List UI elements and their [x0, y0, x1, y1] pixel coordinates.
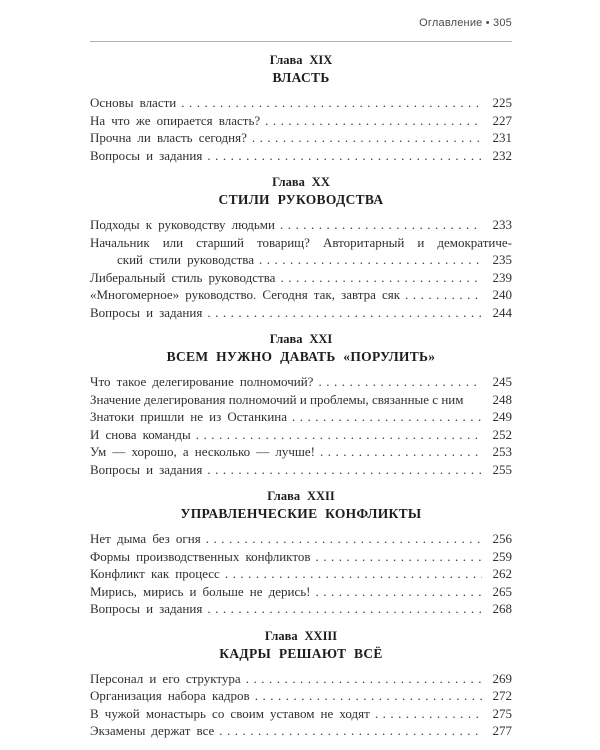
entry-title: И снова команды — [90, 426, 191, 442]
entry-title: Либеральный стиль руководства — [90, 269, 276, 285]
chapter-entries — [90, 216, 512, 321]
entry-title: Вопросы и задания — [90, 461, 203, 477]
dot-leader — [280, 269, 482, 287]
entry-page-number: 240 — [492, 287, 512, 302]
entry-page-number: 244 — [492, 304, 512, 320]
dot-leader — [196, 426, 482, 444]
toc-entry — [90, 234, 512, 252]
chapter-title: ВСЕМ НУЖНО ДАВАТЬ «ПОРУЛИТЬ» — [166, 349, 436, 364]
entry-title: Вопросы и задания — [90, 304, 203, 320]
toc-entry — [90, 705, 512, 723]
dot-leader — [405, 286, 482, 304]
toc-entry — [90, 373, 512, 391]
dot-leader — [255, 687, 482, 705]
entry-page-number: 277 — [492, 723, 512, 738]
entry-page-number: 265 — [492, 583, 512, 599]
toc-entry — [90, 687, 512, 705]
entry-title: Экзамены держат все — [90, 723, 215, 738]
dot-leader — [375, 705, 482, 723]
chapter-entries — [90, 670, 512, 740]
chapter-entries — [90, 373, 512, 478]
chapter-label: Глава XXII — [267, 489, 335, 503]
entry-page-number: 225 — [492, 95, 512, 110]
toc-entry — [90, 583, 512, 601]
entry-page-number: 262 — [492, 566, 512, 581]
dot-leader — [206, 530, 482, 548]
dot-leader — [316, 583, 482, 601]
toc-entry — [90, 600, 512, 618]
dot-leader — [246, 670, 482, 688]
toc-entry — [90, 304, 512, 322]
toc-entry — [90, 408, 512, 426]
toc-entry — [90, 129, 512, 147]
toc-entry — [90, 147, 512, 165]
entry-title: Что такое делегирование полномочий? — [90, 374, 314, 389]
entry-page-number: 233 — [492, 217, 512, 232]
toc-entry — [90, 565, 512, 583]
chapter-entries — [90, 94, 512, 164]
entry-page-number: 272 — [492, 688, 512, 703]
dot-leader — [207, 461, 482, 479]
entry-page-number: 248 — [492, 391, 512, 407]
running-header-text: Оглавление • 305 — [419, 17, 512, 29]
chapter-title: СТИЛИ РУКОВОДСТВА — [218, 192, 384, 207]
toc-entry — [90, 530, 512, 548]
chapter-title: УПРАВЛЕНЧЕСКИЕ КОНФЛИКТЫ — [180, 506, 422, 521]
toc-entry — [90, 94, 512, 112]
entry-page-number: 255 — [492, 461, 512, 477]
entry-title: «Многомерное» руководство. Сегодня так, завтра сяк — [90, 287, 401, 302]
toc-section — [90, 331, 512, 478]
dot-leader — [207, 600, 482, 618]
entry-title: Значение делегирования полномочий и проблемы, связанные с ним — [90, 391, 464, 407]
entry-page-number: 249 — [492, 409, 512, 424]
toc-entry — [90, 216, 512, 234]
toc-entry — [90, 251, 512, 269]
dot-leader — [207, 147, 482, 165]
entry-page-number: 245 — [492, 374, 512, 389]
toc-section — [90, 488, 512, 618]
dot-leader — [259, 251, 482, 269]
dot-leader — [207, 304, 482, 322]
entry-title: Формы производственных конфликтов — [90, 548, 311, 564]
entry-title: Прочна ли власть сегодня? — [90, 130, 247, 145]
entry-page-number: 268 — [492, 601, 512, 616]
dot-leader — [265, 112, 482, 130]
entry-page-number: 269 — [492, 670, 512, 686]
entry-title: Мирись, мирись и больше не дерись! — [90, 583, 311, 599]
toc-content — [90, 52, 512, 740]
running-header — [90, 16, 512, 30]
toc-entry — [90, 286, 512, 304]
toc-entry — [90, 722, 512, 740]
entry-page-number: 252 — [492, 426, 512, 442]
chapter-label: Глава XIX — [269, 53, 333, 67]
entry-page-number: 253 — [492, 444, 512, 459]
dot-leader — [320, 443, 482, 461]
dot-leader — [181, 94, 482, 112]
entry-page-number: 259 — [492, 548, 512, 564]
toc-entry — [90, 443, 512, 461]
header-rule — [90, 41, 512, 42]
entry-title: Основы власти — [90, 95, 177, 110]
dot-leader — [219, 722, 482, 740]
entry-title: На что же опирается власть? — [90, 112, 261, 128]
entry-title: Знатоки пришли не из Останкина — [90, 409, 288, 424]
toc-entry — [90, 269, 512, 287]
toc-entry — [90, 670, 512, 688]
entry-title: Организация набора кадров — [90, 688, 250, 703]
entry-title: ский стили руководства — [117, 252, 255, 267]
chapter-title: ВЛАСТЬ — [272, 70, 330, 85]
entry-title: Подходы к руководству людьми — [90, 217, 275, 232]
toc-section — [90, 628, 512, 740]
dot-leader — [318, 373, 482, 391]
entry-title: Персонал и его структура — [90, 670, 241, 686]
dot-leader — [225, 565, 482, 583]
dot-leader — [292, 408, 482, 426]
entry-title: Вопросы и задания — [90, 601, 203, 616]
entry-title: Вопросы и задания — [90, 147, 203, 163]
entry-page-number: 256 — [492, 531, 512, 546]
chapter-title: КАДРЫ РЕШАЮТ ВСЁ — [219, 645, 383, 661]
entry-page-number: 227 — [492, 112, 512, 128]
toc-entry — [90, 112, 512, 130]
entry-title: Конфликт как процесс — [90, 566, 220, 581]
entry-page-number: 232 — [492, 147, 512, 163]
entry-page-number: 239 — [492, 269, 512, 285]
toc-entry — [90, 548, 512, 566]
dot-leader — [280, 216, 482, 234]
entry-page-number: 231 — [492, 130, 512, 145]
chapter-label: Глава XXIII — [264, 628, 338, 643]
entry-page-number: 275 — [492, 705, 512, 721]
dot-leader — [252, 129, 482, 147]
toc-entry — [90, 461, 512, 479]
chapter-entries — [90, 530, 512, 618]
toc-entry — [90, 426, 512, 444]
entry-title: В чужой монастырь со своим уставом не ходят — [90, 705, 370, 721]
toc-entry — [90, 391, 512, 409]
toc-section — [90, 52, 512, 164]
entry-title: Ум — хорошо, а несколько — лучше! — [90, 444, 315, 459]
chapter-label: Глава XX — [272, 175, 330, 189]
toc-section — [90, 174, 512, 321]
entry-title: Начальник или старший товарищ? Авторитарный и демократиче- — [90, 234, 512, 250]
entry-title: Нет дыма без огня — [90, 531, 201, 546]
chapter-label: Глава XXI — [269, 332, 333, 346]
dot-leader — [315, 548, 482, 566]
entry-page-number: 235 — [492, 252, 512, 267]
